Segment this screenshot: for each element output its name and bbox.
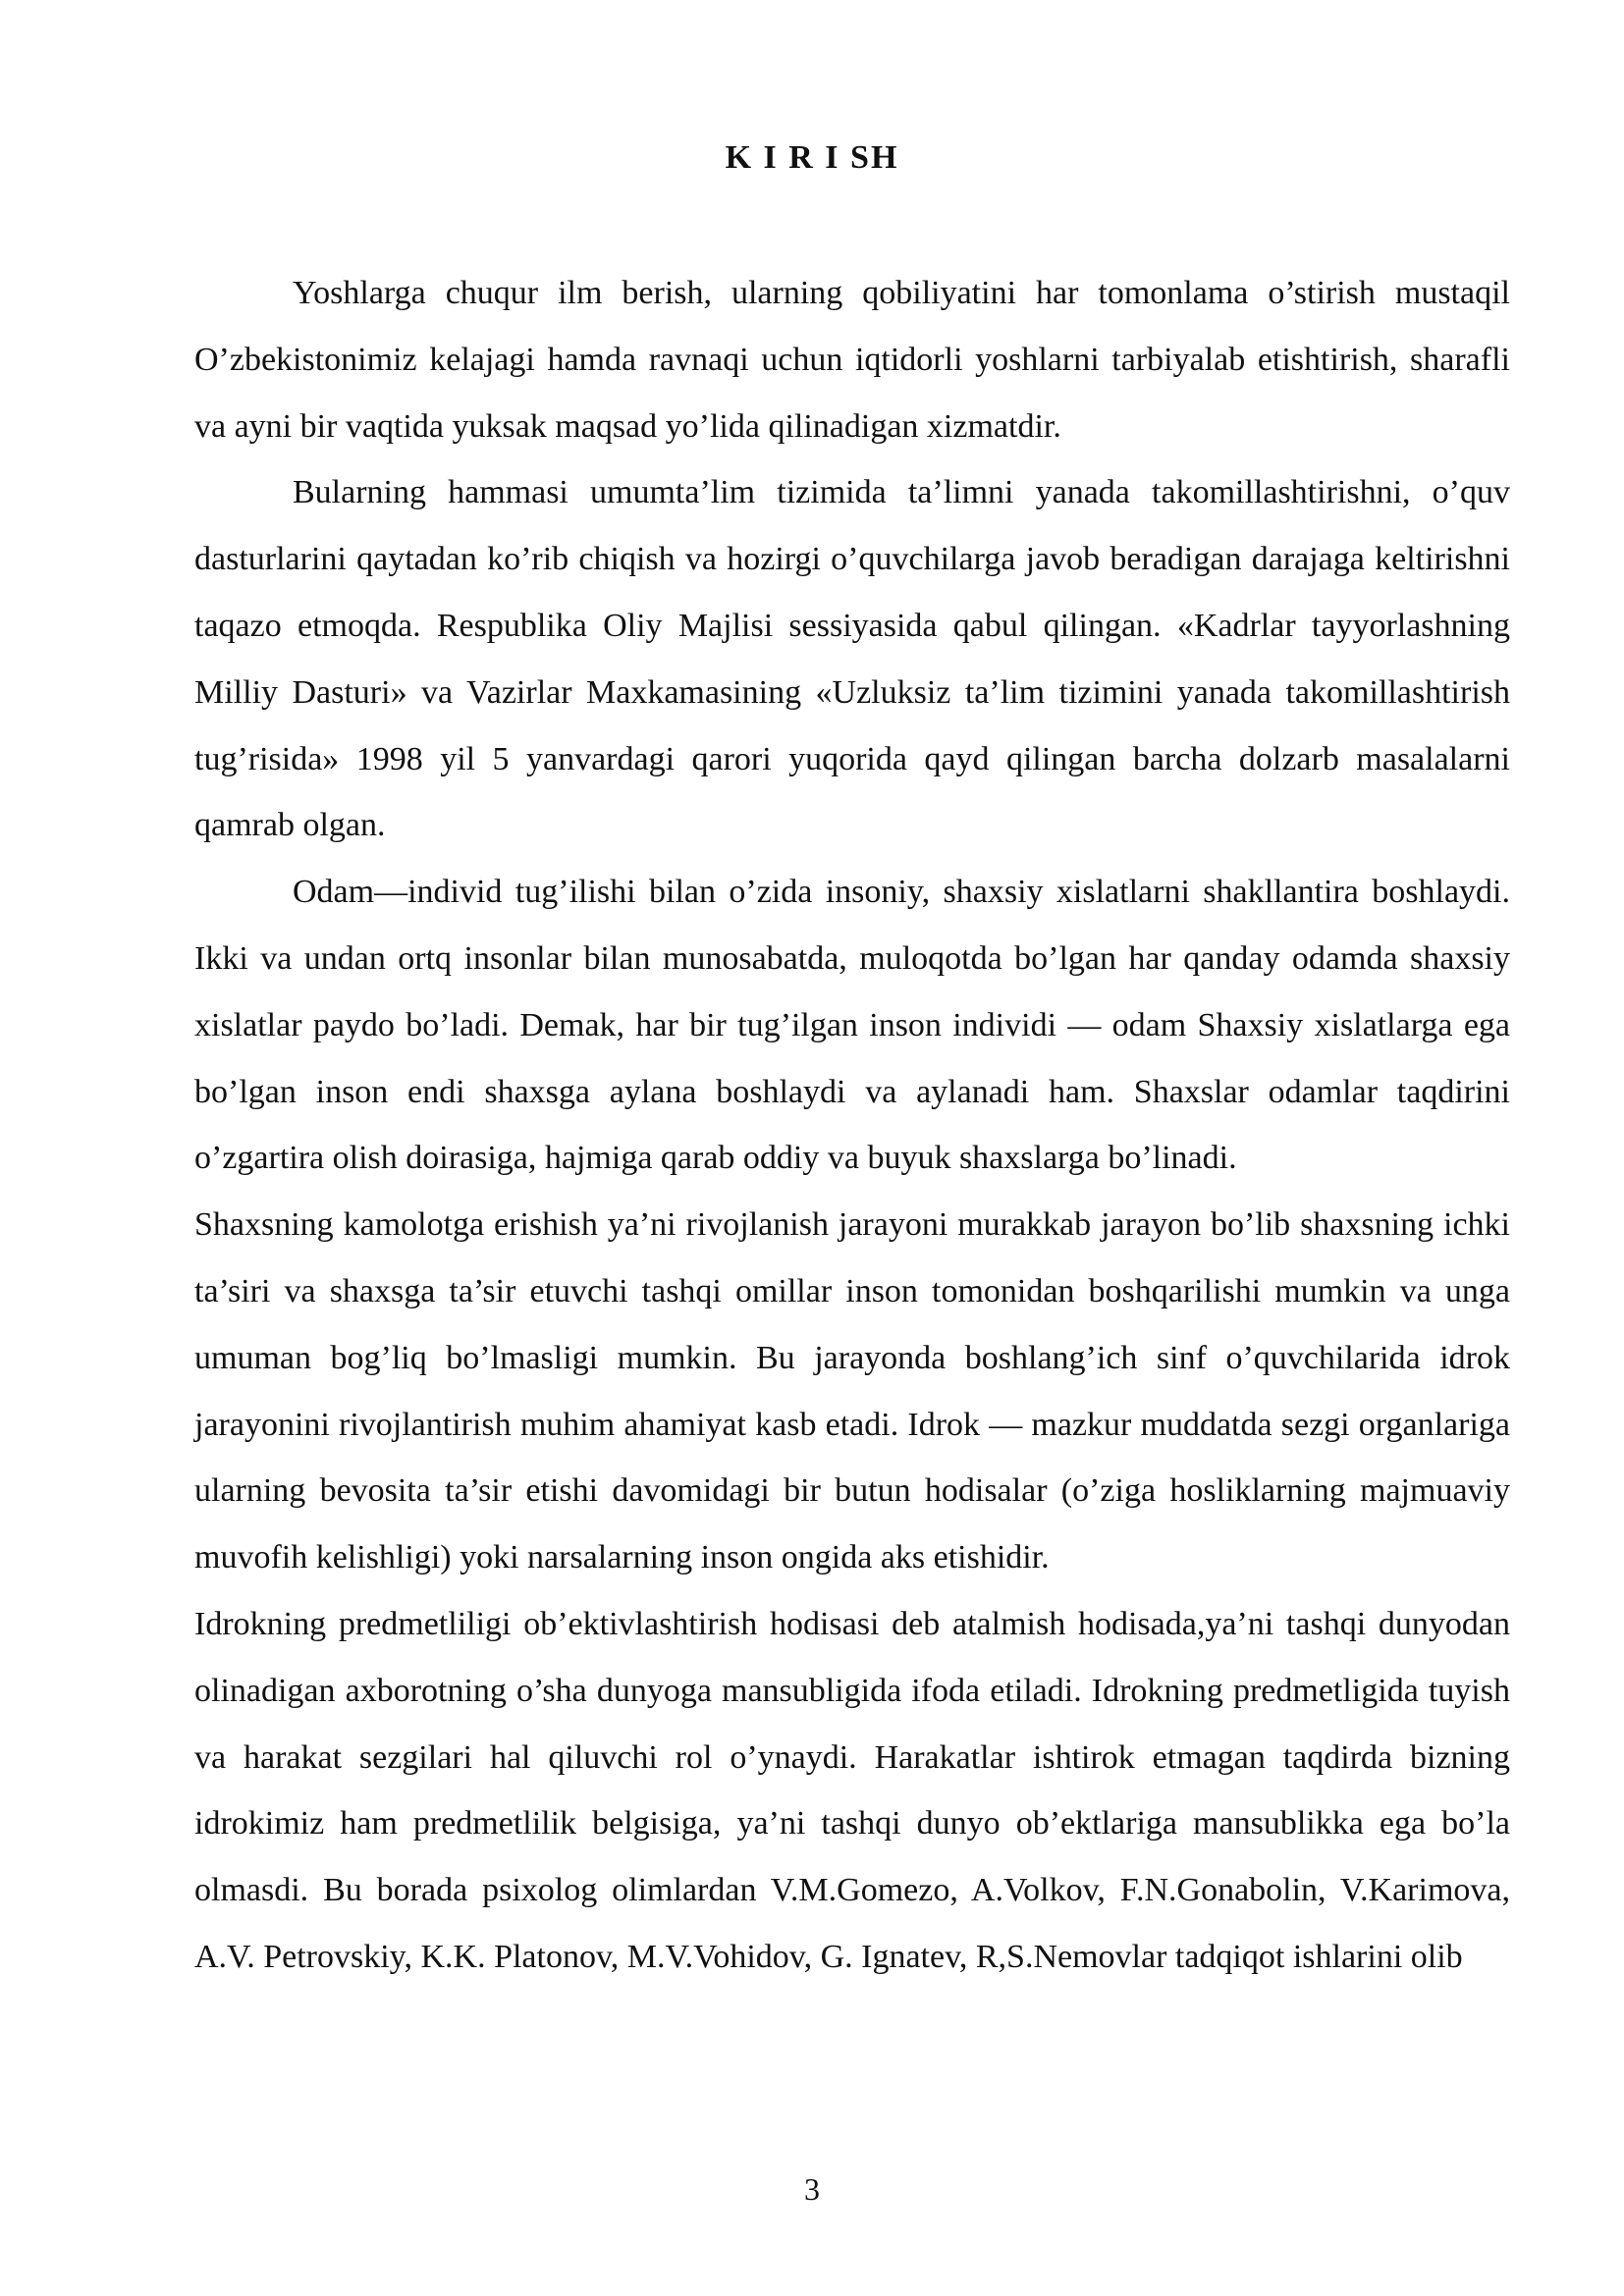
paragraph-1: Yoshlarga chuqur ilm berish, ularning qobiliyatini har tomonlama o’stirish mustaqil O’zbekistonimiz kelajagi hamda ravnaqi uchun iqtidorli yoshlarni tarbiyalab etishtirish, sharafli va ayni bir vaqtida yuksak maqsad yo’lida qilinadigan xizmatdir.: [194, 275, 1510, 445]
page-number: 3: [804, 2171, 820, 2207]
paragraph-5: Idrokning predmetliligi ob’ektivlashtirish hodisasi deb atalmish hodisada,ya’ni tashqi dunyodan olinadigan axborotning o’sha dunyoga mansubligida ifoda etiladi. Idrokning predmetligida tuyish va harakat sezgilari hal qiluvchi rol o’ynaydi. Harakatlar ishtirok etmagan taqdirda bizning idrokimiz ham predmetlilik belgisiga, ya’ni tashqi dunyo ob’ektlariga mansublikka ega bo’la olmasdi. Bu borada psixolog olimlardan V.M.Gomezo, A.Volkov, F.N.Gonabolin, V.Karimova, A.V. Petrovskiy, K.K. Platonov, M.V.Vohidov, G. Ignatev, R,S.Nemovlar tadqiqot ishlarini olib: [194, 1605, 1510, 1975]
body-text: [194, 260, 1510, 1991]
paragraph-4: Shaxsning kamolotga erishish ya’ni rivojlanish jarayoni murakkab jarayon bo’lib shaxsning ichki ta’siri va shaxsga ta’sir etuvchi tashqi omillar inson tomonidan boshqarilishi mumkin va unga umuman bog’liq bo’lmasligi mumkin. Bu jarayonda boshlang’ich sinf o’quvchilarida idrok jarayonini rivojlantirish muhim ahamiyat kasb etadi. Idrok — mazkur muddatda sezgi organlariga ularning bevosita ta’sir etishi davomidagi bir butun hodisalar (o’ziga hosliklarning majmuaviy muvofih kelishligi) yoki narsalarning inson ongida aks etishidir.: [194, 1206, 1510, 1576]
paragraph-2: Bularning hammasi umumta’lim tizimida ta’limni yanada takomillashtirishni, o’quv dasturlarini qaytadan ko’rib chiqish va hozirgi o’quvchilarga javob beradigan darajaga keltirishni taqazo etmoqda. Respublika Oliy Majlisi sessiyasida qabul qilingan. «Kadrlar tayyorlashning Milliy Dasturi» va Vazirlar Maxkamasining «Uzluksiz ta’lim tizimini yanada takomillashtirish tug’risida» 1998 yil 5 yanvardagi qarori yuqorida qayd qilingan barcha dolzarb masalalarni qamrab olgan.: [194, 474, 1510, 844]
page-title: K I R I SH: [725, 139, 899, 176]
paragraph-3: Odam—individ tug’ilishi bilan o’zida insoniy, shaxsiy xislatlarni shakllantira boshlaydi. Ikki va undan ortq insonlar bilan munosabatda, muloqotda bo’lgan har qanday odamda shaxsiy xislatlar paydo bo’ladi. Demak, har bir tug’ilgan inson individi — odam Shaxsiy xislatlarga ega bo’lgan inson endi shaxsga aylana boshlaydi va aylanadi ham. Shaxslar odamlar taqdirini o’zgartira olish doirasiga, hajmiga qarab oddiy va buyuk shaxslarga bo’linadi.: [194, 874, 1510, 1177]
